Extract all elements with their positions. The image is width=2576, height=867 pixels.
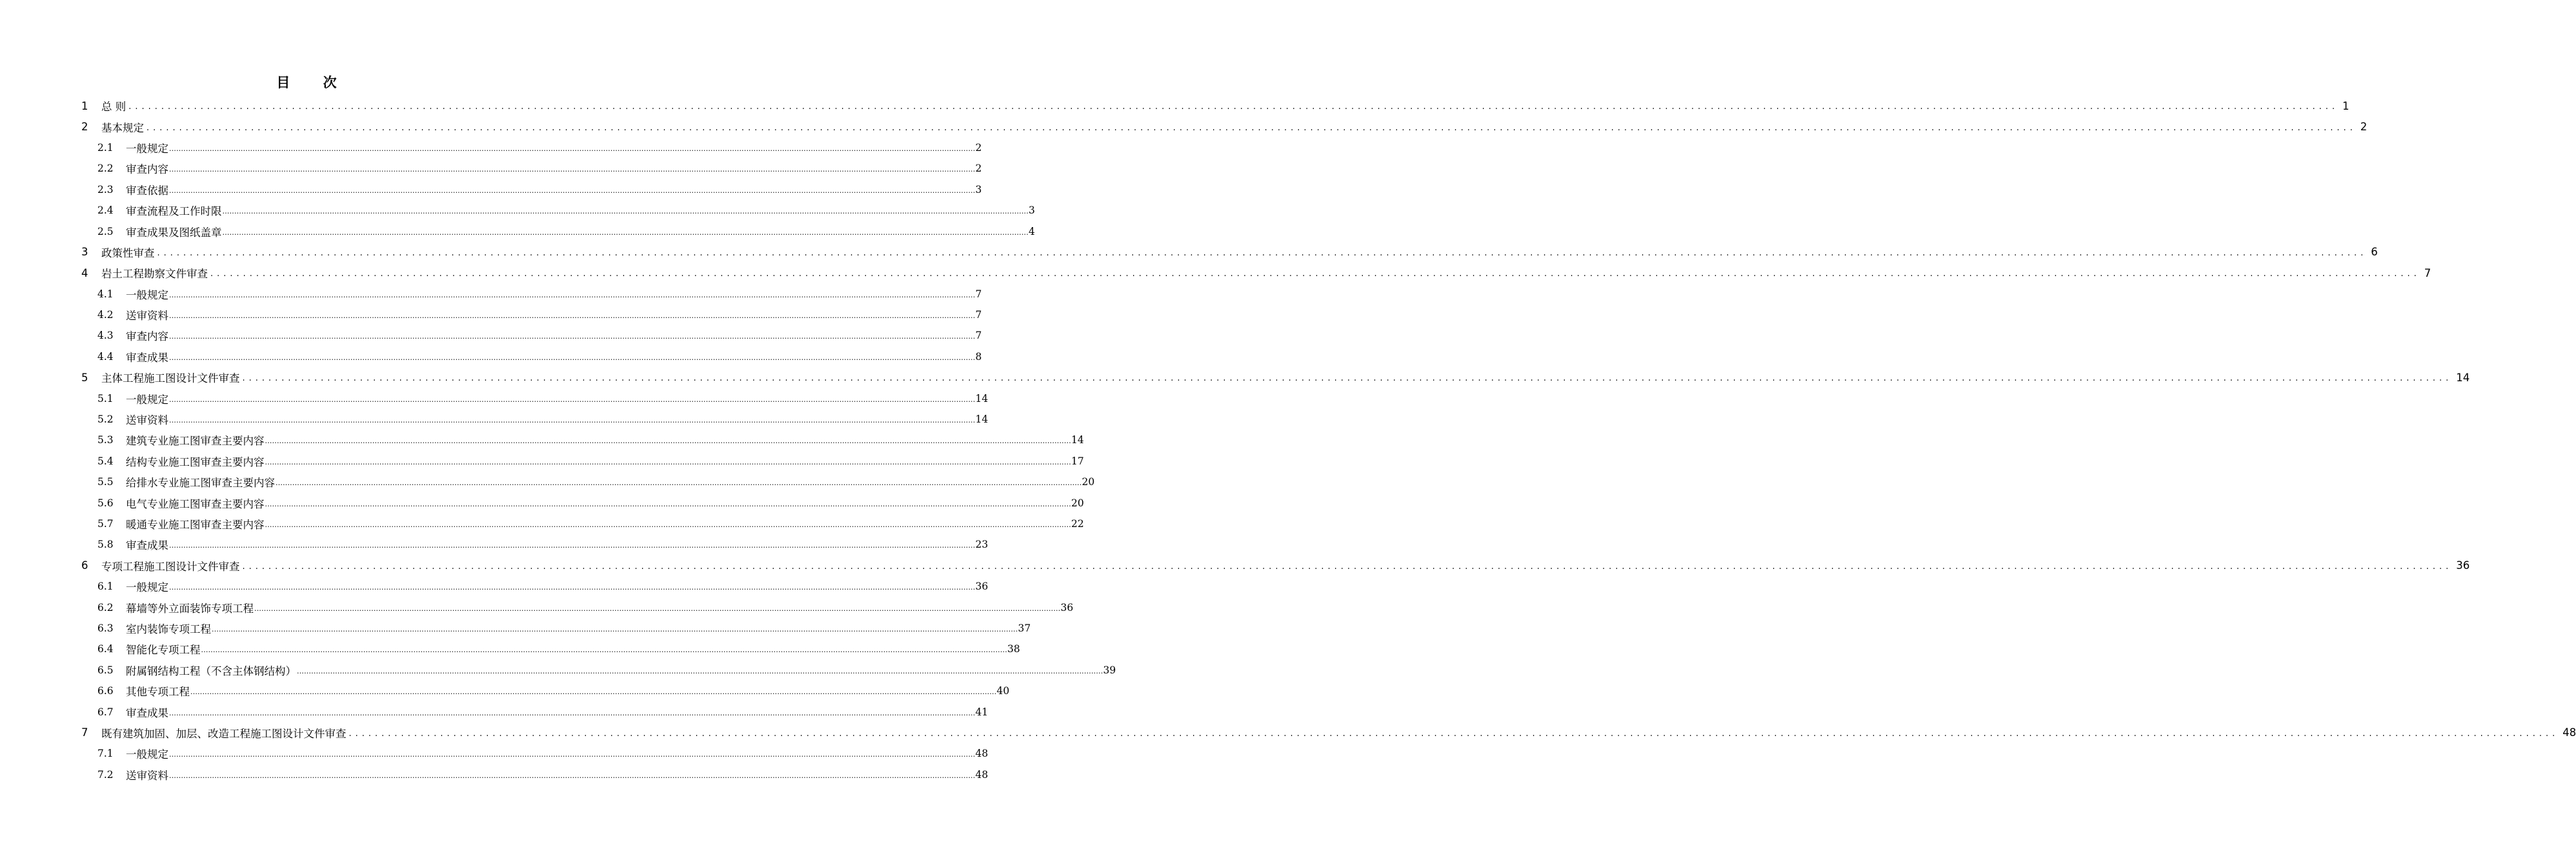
toc-entry-number: 5.2: [97, 414, 114, 426]
toc-leader-dots: ..................................................................................................................................................................................................................................................................................................................................................: [169, 395, 976, 404]
toc-entry-title: 建筑专业施工图审查主要内容: [126, 435, 265, 448]
toc-entry-page: 2: [2360, 121, 2368, 134]
toc-leader-dots: ..................................................................................................................................................................................................................................................................................................................................................: [169, 771, 976, 780]
toc-leader-dots: ..................................................................................................................................................................................................................................................................................................................................................: [169, 332, 976, 341]
toc-entry-page: 39: [1103, 664, 1116, 676]
toc-entry-page: 23: [975, 539, 989, 551]
toc-entry-title: 结构专业施工图审查主要内容: [126, 455, 265, 468]
toc-entry-title: 一般规定: [126, 748, 168, 761]
toc-entry-number: 5: [81, 371, 88, 384]
toc-section-entry[interactable]: [0, 158, 982, 179]
toc-entry-title: 审查成果: [126, 706, 168, 719]
toc-entry-number: 5.3: [97, 434, 114, 446]
toc-entry-page: 7: [2424, 266, 2431, 279]
toc-entry-page: 48: [975, 768, 989, 781]
toc-entry-title: 室内装饰专项工程: [126, 623, 211, 635]
toc-leader-dots: ..................................................................................................................................................................................................................................................................................................................................................: [146, 123, 2357, 133]
toc-entry-page: 17: [1071, 455, 1084, 467]
toc-entry-number: 4.1: [97, 288, 114, 300]
toc-entry-page: 3: [975, 183, 982, 195]
toc-section-entry[interactable]: [0, 221, 1035, 241]
toc-section-entry[interactable]: [0, 284, 982, 304]
toc-section-entry[interactable]: [0, 513, 1084, 534]
toc-entry-number: 2.2: [97, 163, 114, 175]
toc-leader-dots: ..................................................................................................................................................................................................................................................................................................................................................: [169, 144, 976, 153]
toc-leader-dots: ..................................................................................................................................................................................................................................................................................................................................................: [157, 248, 2368, 258]
toc-section-entry[interactable]: [0, 430, 1084, 450]
toc-entry-title: 岩土工程勘察文件审查: [101, 268, 208, 281]
toc-entry-page: 14: [1071, 434, 1084, 446]
toc-section-entry[interactable]: [0, 597, 1074, 617]
toc-leader-dots: ..................................................................................................................................................................................................................................................................................................................................................: [265, 499, 1071, 508]
toc-section-entry[interactable]: [0, 200, 1035, 221]
toc-leader-dots: ..................................................................................................................................................................................................................................................................................................................................................: [265, 437, 1071, 446]
toc-entry-page: 2: [975, 141, 982, 154]
toc-leader-dots: ..................................................................................................................................................................................................................................................................................................................................................: [222, 228, 1029, 237]
toc-leader-dots: ..................................................................................................................................................................................................................................................................................................................................................: [169, 541, 976, 550]
toc-leader-dots: ..................................................................................................................................................................................................................................................................................................................................................: [169, 708, 976, 717]
toc-chapter-entry[interactable]: [0, 242, 2378, 263]
toc-entry-number: 6.5: [97, 664, 114, 676]
toc-leader-dots: ..................................................................................................................................................................................................................................................................................................................................................: [254, 604, 1061, 613]
toc-section-entry[interactable]: [0, 451, 1084, 472]
toc-entry-number: 5.7: [97, 518, 114, 530]
toc-entry-page: 36: [1060, 601, 1074, 613]
toc-entry-number: 6.3: [97, 622, 114, 634]
toc-entry-title: 一般规定: [126, 142, 168, 155]
toc-entry-page: 7: [975, 309, 982, 321]
toc-entry-title: 审查成果: [126, 351, 168, 364]
toc-entry-page: 37: [1018, 622, 1031, 634]
toc-entry-page: 1: [2342, 99, 2350, 112]
toc-entry-page: 41: [975, 706, 989, 718]
toc-entry-title: 审查依据: [126, 184, 168, 197]
toc-entry-page: 8: [975, 350, 982, 363]
toc-list: [0, 95, 2576, 785]
toc-entry-number: 2.5: [97, 225, 114, 237]
toc-entry-page: 2: [975, 163, 982, 175]
toc-entry-title: 主体工程施工图设计文件审查: [101, 372, 240, 385]
toc-entry-title: 幕墙等外立面装饰专项工程: [126, 602, 254, 615]
toc-chapter-entry[interactable]: [0, 367, 2470, 388]
toc-section-entry[interactable]: [0, 325, 982, 346]
toc-entry-page: 14: [975, 414, 989, 426]
toc-entry-number: 5.1: [97, 392, 114, 404]
toc-leader-dots: ..................................................................................................................................................................................................................................................................................................................................................: [276, 479, 1082, 488]
toc-section-entry[interactable]: [0, 618, 1031, 639]
toc-leader-dots: ..................................................................................................................................................................................................................................................................................................................................................: [169, 583, 976, 592]
toc-entry-title: 送审资料: [126, 310, 168, 323]
toc-section-entry[interactable]: [0, 179, 982, 200]
toc-entry-title: 审查内容: [126, 163, 168, 176]
toc-entry-number: 1: [81, 99, 88, 112]
toc-entry-title: 审查成果: [126, 539, 168, 552]
toc-section-entry[interactable]: [0, 681, 1010, 701]
toc-entry-number: 2.1: [97, 141, 114, 154]
toc-section-entry[interactable]: [0, 576, 989, 597]
toc-entry-title: 政策性审查: [101, 246, 155, 259]
toc-entry-title: 智能化专项工程: [126, 644, 201, 657]
toc-entry-number: 5.5: [97, 476, 114, 488]
toc-section-entry[interactable]: [0, 764, 989, 785]
toc-leader-dots: ..................................................................................................................................................................................................................................................................................................................................................: [201, 646, 1007, 655]
toc-entry-title: 附属钢结构工程（不含主体钢结构）: [126, 664, 296, 677]
toc-entry-number: 6.1: [97, 581, 114, 593]
toc-entry-title: 给排水专业施工图审查主要内容: [126, 477, 275, 490]
toc-entry-page: 6: [2371, 246, 2378, 259]
toc-entry-title: 审查流程及工作时限: [126, 205, 222, 218]
toc-entry-page: 20: [1071, 497, 1084, 509]
toc-entry-page: 38: [1007, 643, 1020, 655]
toc-section-entry[interactable]: [0, 137, 982, 158]
toc-chapter-entry[interactable]: [0, 95, 2350, 116]
toc-entry-title: 既有建筑加固、加层、改造工程施工图设计文件审查: [101, 727, 347, 740]
toc-entry-number: 4.4: [97, 350, 114, 363]
toc-leader-dots: ..................................................................................................................................................................................................................................................................................................................................................: [169, 186, 976, 195]
toc-entry-title: 审查内容: [126, 330, 168, 343]
toc-entry-title: 一般规定: [126, 288, 168, 301]
toc-entry-title: 一般规定: [126, 581, 168, 594]
toc-leader-dots: ..................................................................................................................................................................................................................................................................................................................................................: [212, 624, 1018, 633]
toc-entry-number: 2: [81, 121, 88, 134]
toc-leader-dots: ..................................................................................................................................................................................................................................................................................................................................................: [265, 457, 1071, 466]
toc-leader-dots: ..................................................................................................................................................................................................................................................................................................................................................: [242, 374, 2453, 384]
toc-entry-title: 暖通专业施工图审查主要内容: [126, 519, 265, 531]
toc-leader-dots: ..................................................................................................................................................................................................................................................................................................................................................: [190, 688, 997, 697]
toc-entry-title: 送审资料: [126, 769, 168, 782]
toc-section-entry[interactable]: [0, 346, 982, 367]
toc-entry-number: 4.2: [97, 309, 114, 321]
toc-entry-number: 2.3: [97, 183, 114, 195]
toc-section-entry[interactable]: [0, 304, 982, 325]
toc-section-entry[interactable]: [0, 492, 1084, 513]
toc-entry-number: 6.6: [97, 685, 114, 697]
toc-entry-page: 7: [975, 330, 982, 342]
toc-section-entry[interactable]: [0, 472, 1095, 492]
toc-leader-dots: ..................................................................................................................................................................................................................................................................................................................................................: [210, 269, 2420, 279]
toc-leader-dots: ..................................................................................................................................................................................................................................................................................................................................................: [169, 353, 976, 362]
toc-chapter-entry[interactable]: [0, 722, 2576, 743]
toc-entry-number: 4.3: [97, 330, 114, 342]
toc-title: 目 次: [276, 75, 351, 90]
toc-entry-title: 总 则: [101, 101, 126, 114]
toc-entry-page: 40: [996, 685, 1010, 697]
toc-section-entry[interactable]: [0, 388, 989, 408]
toc-entry-page: 3: [1028, 204, 1035, 217]
toc-entry-number: 2.4: [97, 204, 114, 217]
toc-leader-dots: ..................................................................................................................................................................................................................................................................................................................................................: [348, 728, 2559, 739]
toc-entry-number: 4: [81, 266, 88, 279]
toc-leader-dots: ..................................................................................................................................................................................................................................................................................................................................................: [242, 561, 2453, 572]
toc-entry-title: 基本规定: [101, 121, 144, 134]
toc-entry-number: 7.2: [97, 768, 114, 781]
toc-entry-number: 6.7: [97, 706, 114, 718]
toc-entry-page: 22: [1071, 518, 1084, 530]
toc-entry-page: 36: [2456, 559, 2470, 572]
toc-entry-number: 6.2: [97, 601, 114, 613]
toc-entry-number: 3: [81, 246, 88, 259]
toc-entry-page: 7: [975, 288, 982, 300]
toc-section-entry[interactable]: [0, 409, 989, 430]
toc-entry-number: 5.8: [97, 539, 114, 551]
toc-entry-number: 7.1: [97, 748, 114, 760]
toc-entry-title: 专项工程施工图设计文件审查: [101, 560, 240, 573]
toc-leader-dots: ..................................................................................................................................................................................................................................................................................................................................................: [297, 666, 1103, 675]
toc-section-entry[interactable]: [0, 701, 989, 722]
toc-entry-title: 送审资料: [126, 414, 168, 427]
toc-entry-title: 审查成果及图纸盖章: [126, 226, 222, 239]
toc-entry-page: 4: [1028, 225, 1035, 237]
toc-entry-page: 36: [975, 581, 989, 593]
toc-leader-dots: ..................................................................................................................................................................................................................................................................................................................................................: [222, 207, 1029, 216]
toc-entry-page: 14: [2456, 371, 2470, 384]
toc-entry-title: 一般规定: [126, 393, 168, 406]
toc-entry-page: 48: [2562, 726, 2576, 739]
toc-leader-dots: ..................................................................................................................................................................................................................................................................................................................................................: [265, 521, 1071, 529]
toc-entry-number: 6: [81, 559, 88, 572]
toc-leader-dots: ..................................................................................................................................................................................................................................................................................................................................................: [169, 290, 976, 299]
toc-section-entry[interactable]: [0, 743, 989, 764]
toc-entry-number: 6.4: [97, 643, 114, 655]
toc-entry-title: 其他专项工程: [126, 686, 190, 699]
toc-section-entry[interactable]: [0, 639, 1020, 659]
toc-entry-page: 20: [1082, 476, 1095, 488]
toc-entry-page: 14: [975, 392, 989, 404]
toc-leader-dots: ..................................................................................................................................................................................................................................................................................................................................................: [169, 165, 976, 174]
toc-entry-number: 7: [81, 726, 88, 739]
toc-chapter-entry[interactable]: [0, 116, 2368, 137]
toc-section-entry[interactable]: [0, 534, 989, 555]
toc-section-entry[interactable]: [0, 660, 1116, 681]
toc-entry-number: 5.6: [97, 497, 114, 509]
toc-entry-title: 电气专业施工图审查主要内容: [126, 497, 265, 510]
toc-leader-dots: ..................................................................................................................................................................................................................................................................................................................................................: [169, 750, 976, 759]
toc-leader-dots: ..................................................................................................................................................................................................................................................................................................................................................: [128, 102, 2339, 112]
toc-entry-page: 48: [975, 748, 989, 760]
toc-leader-dots: ..................................................................................................................................................................................................................................................................................................................................................: [169, 312, 976, 321]
toc-chapter-entry[interactable]: [0, 263, 2431, 283]
toc-leader-dots: ..................................................................................................................................................................................................................................................................................................................................................: [169, 416, 976, 425]
toc-entry-number: 5.4: [97, 455, 114, 467]
toc-chapter-entry[interactable]: [0, 555, 2470, 576]
